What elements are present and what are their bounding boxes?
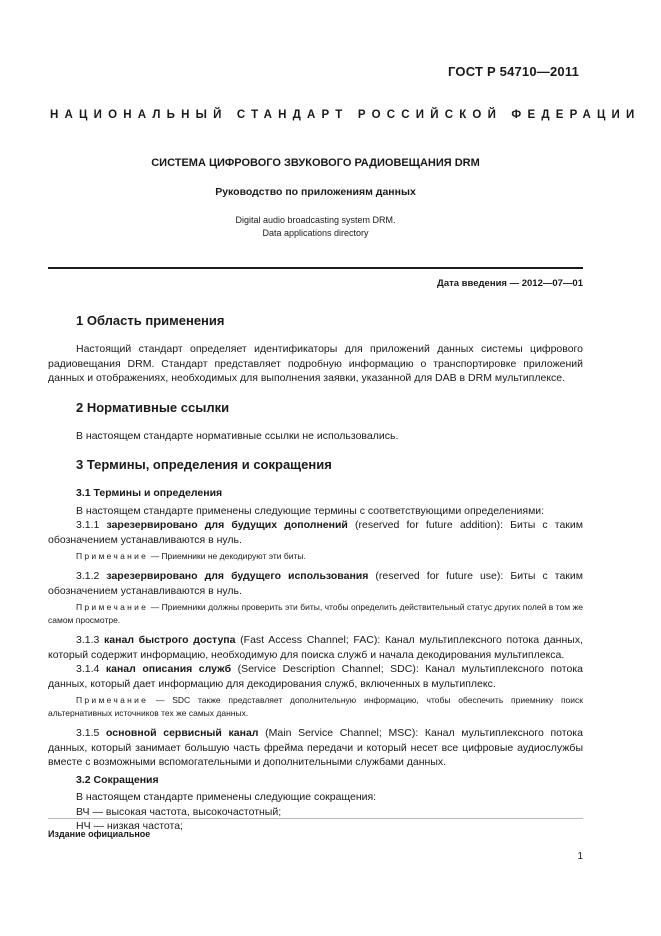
english-title-line1: Digital audio broadcasting system DRM. [235, 215, 396, 225]
term-name: канал быстрого доступа [104, 634, 236, 646]
subsection32-heading: 3.2 Сокращения [76, 773, 159, 786]
footer-divider [48, 818, 583, 819]
english-title-line2: Data applications directory [262, 228, 369, 238]
note-3 [48, 694, 583, 720]
section2-text: В настоящем стандарте нормативные ссылки не использовались. [76, 429, 399, 442]
note-label: Примечание [76, 551, 149, 561]
page-number: 1 [577, 851, 583, 862]
term-name: основной сервисный канал [106, 727, 259, 739]
term-number: 3.1.1 [76, 519, 107, 531]
note-label: Примечание [76, 602, 149, 612]
term-3-1-3 [48, 633, 583, 662]
term-name: зарезервировано для будущих дополнений [106, 519, 348, 531]
term-name: зарезервировано для будущего использования [106, 570, 369, 582]
national-standard-banner: НАЦИОНАЛЬНЫЙ СТАНДАРТ РОССИЙСКОЙ ФЕДЕРАЦИИ [50, 109, 641, 121]
subsection32-intro: В настоящем стандарте применены следующие сокращения: [76, 791, 377, 803]
term-number: 3.1.4 [76, 663, 106, 675]
term-3-1-2 [48, 569, 583, 598]
term-number: 3.1.5 [76, 727, 107, 739]
term-definition: (Fast Access Channel; FAC): Канал мультиплексного потока данных, который содержит информацию, необходимую для поиска служб и начала декодирования мультиплекса. [48, 634, 583, 661]
note-2 [48, 601, 583, 627]
subsection31-intro: В настоящем стандарте применены следующие термины с соответствующими определениями: [76, 504, 545, 517]
section3-heading: 3 Термины, определения и сокращения [76, 457, 332, 472]
edition-label: Издание официальное [48, 829, 151, 839]
title-divider [48, 267, 583, 269]
term-name: канал описания служб [105, 663, 232, 675]
introduction-date: Дата введения — 2012—07—01 [437, 278, 583, 289]
document-number: ГОСТ Р 54710—2011 [448, 64, 579, 79]
document-subtitle: Руководство по приложениям данных [215, 186, 416, 198]
note-label: Примечание [76, 695, 149, 705]
term-3-1-1 [48, 518, 583, 547]
term-number: 3.1.2 [76, 570, 107, 582]
document-title: СИСТЕМА ЦИФРОВОГО ЗВУКОВОГО РАДИОВЕЩАНИЯ DRM [151, 157, 480, 169]
note-text: — Приемники должны проверить эти биты, чтобы определить действительный статус других полей в том же самом просмотре. [48, 602, 583, 625]
term-definition: (Service Description Channel; SDC): Канал мультиплексного потока данных, который дает информацию для декодирования служб, включенных в мультиплекс. [48, 663, 583, 690]
note-text: — SDC также представляет дополнительную информацию, чтобы обеспечить приемнику поиск альтернативных источников тех же самых данных. [48, 695, 583, 718]
term-3-1-5 [48, 726, 583, 770]
note-1 [48, 550, 583, 563]
section1-heading: 1 Область применения [76, 313, 225, 328]
subsection31-heading: 3.1 Термины и определения [76, 487, 223, 499]
document-body [48, 313, 583, 834]
term-definition: (Main Service Channel; MSC): Канал мультиплексного потока данных, который занимает большую часть фрейма передачи и который несет все цифровые аудиослужбы вместе с возможными вспомогательными и дополнительными службами данных. [48, 727, 583, 768]
abbreviation-item: ВЧ — высокая частота, высокочастотный; [76, 805, 282, 818]
section2-heading: 2 Нормативные ссылки [76, 399, 230, 415]
section1-text: Настоящий стандарт определяет идентификаторы для приложений данных системы цифрового радиовещания DRM. Стандарт представляет подробную информацию о транспортировке приложений данных и отображениях, необходимых для выполнения заявки, указанной для DAB в DRM мультиплексе. [48, 343, 583, 384]
term-definition: (reserved for future use): Биты с таким обозначением устанавливаются в нуль. [48, 570, 583, 597]
term-number: 3.1.3 [76, 634, 105, 646]
abbreviation-item: НЧ — низкая частота; [76, 820, 183, 832]
term-definition: (reserved for future addition): Биты с таким обозначением устанавливаются в нуль. [48, 519, 583, 546]
term-3-1-4 [48, 662, 583, 691]
note-text: — Приемники не декодируют эти биты. [148, 551, 306, 561]
